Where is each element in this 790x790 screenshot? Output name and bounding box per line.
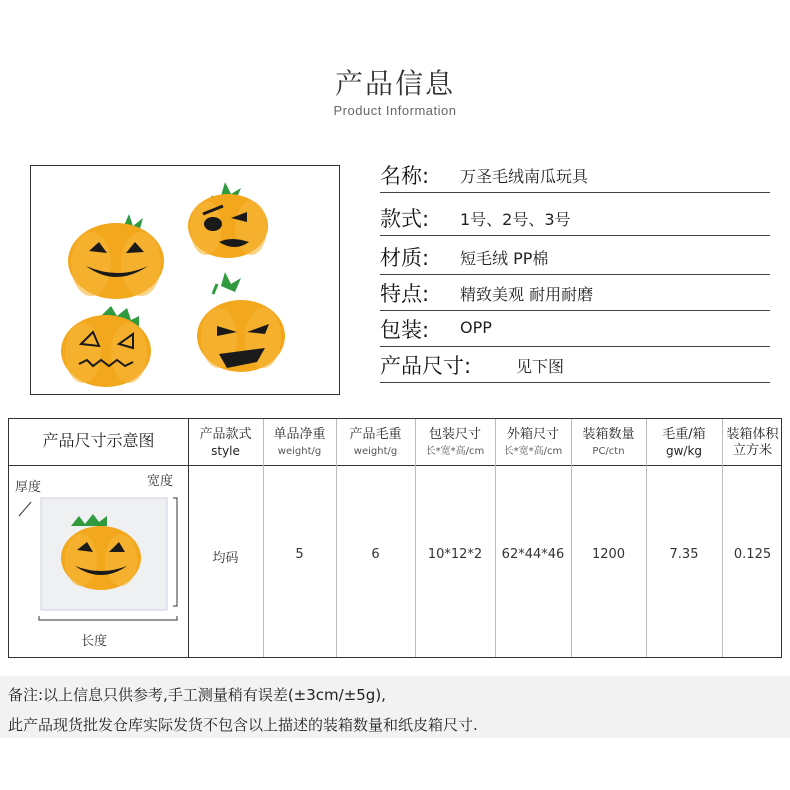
info-key: 包装:: [380, 318, 430, 342]
info-value: 万圣毛绒南瓜玩具: [460, 167, 589, 186]
cell-net-weight: 5: [295, 547, 304, 562]
cell-style: 均码: [212, 551, 239, 566]
cell-carton-size: 62*44*46: [501, 547, 565, 562]
info-row-name: [380, 156, 770, 193]
info-row-package: [380, 310, 770, 347]
cell-gross-weight: 6: [371, 547, 380, 562]
info-row-style: [380, 199, 770, 236]
page-title: 产品信息: [334, 67, 455, 100]
info-value: 精致美观 耐用耐磨: [460, 285, 594, 304]
spec-table: [8, 418, 782, 658]
info-value: 1号、2号、3号: [460, 210, 571, 229]
cell-package-size: 10*12*2: [427, 547, 483, 562]
header-gross-weight: 产品毛重 weight/g: [349, 427, 402, 457]
header-carton-size: 外箱尺寸 长*宽*高/cm: [503, 427, 563, 457]
header-package-size: 包装尺寸 长*宽*高/cm: [425, 427, 485, 457]
width-label: 宽度: [147, 474, 174, 489]
pumpkins-illustration: [31, 166, 339, 394]
pumpkin-3-image: [61, 306, 151, 387]
header-diagram: 产品尺寸示意图: [42, 431, 155, 450]
length-label: 长度: [81, 634, 108, 649]
info-value: 见下图: [516, 357, 565, 376]
info-row-material: [380, 238, 770, 275]
pumpkin-1-image: [68, 214, 164, 299]
header-net-weight: 单品净重 weight/g: [273, 427, 326, 457]
pumpkin-4-image: [197, 272, 285, 372]
info-key: 名称:: [380, 164, 430, 188]
info-key: 款式:: [380, 207, 430, 231]
cell-volume: 0.125: [733, 547, 772, 562]
note-line-2: 此产品现货批发仓库实际发货不包含以上描述的装箱数量和纸皮箱尺寸.: [8, 716, 478, 734]
info-key: 特点:: [380, 282, 430, 306]
page-subtitle: Product Information: [333, 103, 457, 118]
info-value: OPP: [460, 318, 492, 337]
info-key: 产品尺寸:: [380, 354, 472, 378]
cell-gross-per-carton: 7.35: [669, 547, 699, 562]
info-row-feature: [380, 274, 770, 311]
info-key: 材质:: [380, 246, 430, 270]
header-gross-per-carton: 毛重/箱 gw/kg: [662, 427, 706, 458]
diagram-graphic: [9, 466, 188, 658]
info-value: 短毛绒 PP棉: [460, 249, 549, 268]
header-style: 产品款式 style: [199, 427, 252, 458]
note-line-1: 备注:以上信息只供参考,手工测量稍有误差(±3cm/±5g),: [8, 686, 386, 704]
pumpkin-2-image: [188, 182, 268, 258]
cell-quantity: 1200: [591, 547, 626, 562]
info-row-size: [380, 346, 770, 383]
header-volume: 装箱体积 立方米: [726, 427, 779, 458]
size-diagram: [9, 466, 188, 658]
thickness-label: 厚度: [15, 480, 42, 495]
product-photo: [30, 165, 340, 395]
header-quantity: 装箱数量 PC/ctn: [582, 427, 635, 457]
notes-panel: [0, 676, 790, 738]
